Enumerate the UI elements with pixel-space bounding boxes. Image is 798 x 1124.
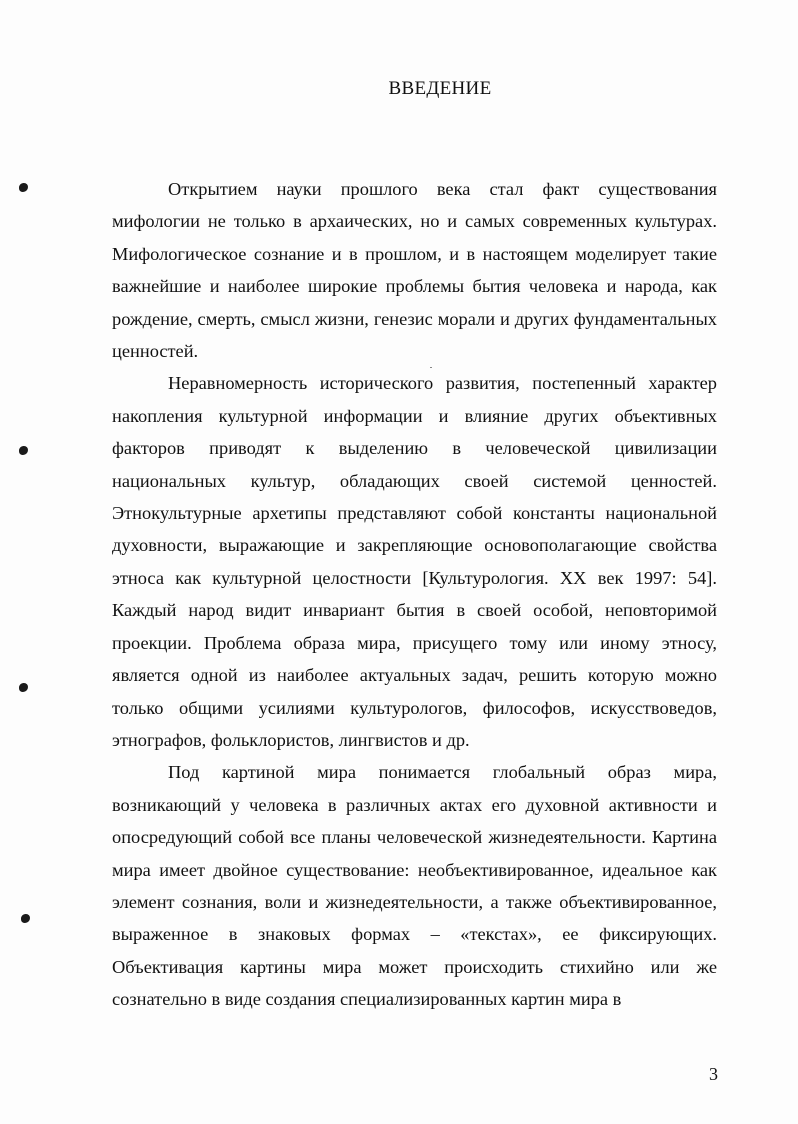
paragraph-3: Под картиной мира понимается глобальный образ мира, возникающий у человека в различных актах его духовной активности и опосредующий собой все планы человеческой жизнедеятельности. Картина мира имеет двойное существование: необъективированное, идеальное как элемент сознания, воли и жизнедеятельности, а также объективированное, выраженное в знаковых формах – «текстах», ее фиксирующих. Объективация картины мира может происходить стихийно или же сознательно в виде создания специализированных картин мира в [112, 762, 717, 1010]
scan-speck [21, 914, 30, 923]
paragraph-1: Открытием науки прошлого века стал факт существования мифологии не только в архаических, но и самых современных культурах. Мифологическое сознание и в прошлом, и в настоящем моделирует такие важнейшие и наиболее широкие проблемы бытия человека и народа, как рождение, смерть, смысл жизни, генезис морали и других фундаментальных ценностей. [112, 179, 717, 362]
scan-speck [19, 446, 28, 455]
page-number: 3 [709, 1064, 718, 1084]
scan-speck [19, 683, 28, 692]
scan-speck [19, 183, 28, 192]
body-text [112, 173, 717, 1016]
paragraph-2: Неравномерность исторического развития, постепенный характер накопления культурной информации и влияние других объективных факторов приводят к выделению в человеческой цивилизации национальных культур, обладающих своей системой ценностей. Этнокультурные архетипы представляют собой константы национальной духовности, выражающие и закрепляющие основополагающие свойства этноса как культурной целостности [Культурология. XX век 1997: 54]. Каждый народ видит инвариант бытия в своей особой, неповторимой проекции. Проблема образа мира, присущего тому или иному этносу, является одной из наиболее актуальных задач, решить которую можно только общими усилиями культурологов, философов, искусствоведов, этнографов, фольклористов, лингвистов и др. [112, 373, 717, 750]
page-title: ВВЕДЕНИЕ [388, 78, 492, 99]
